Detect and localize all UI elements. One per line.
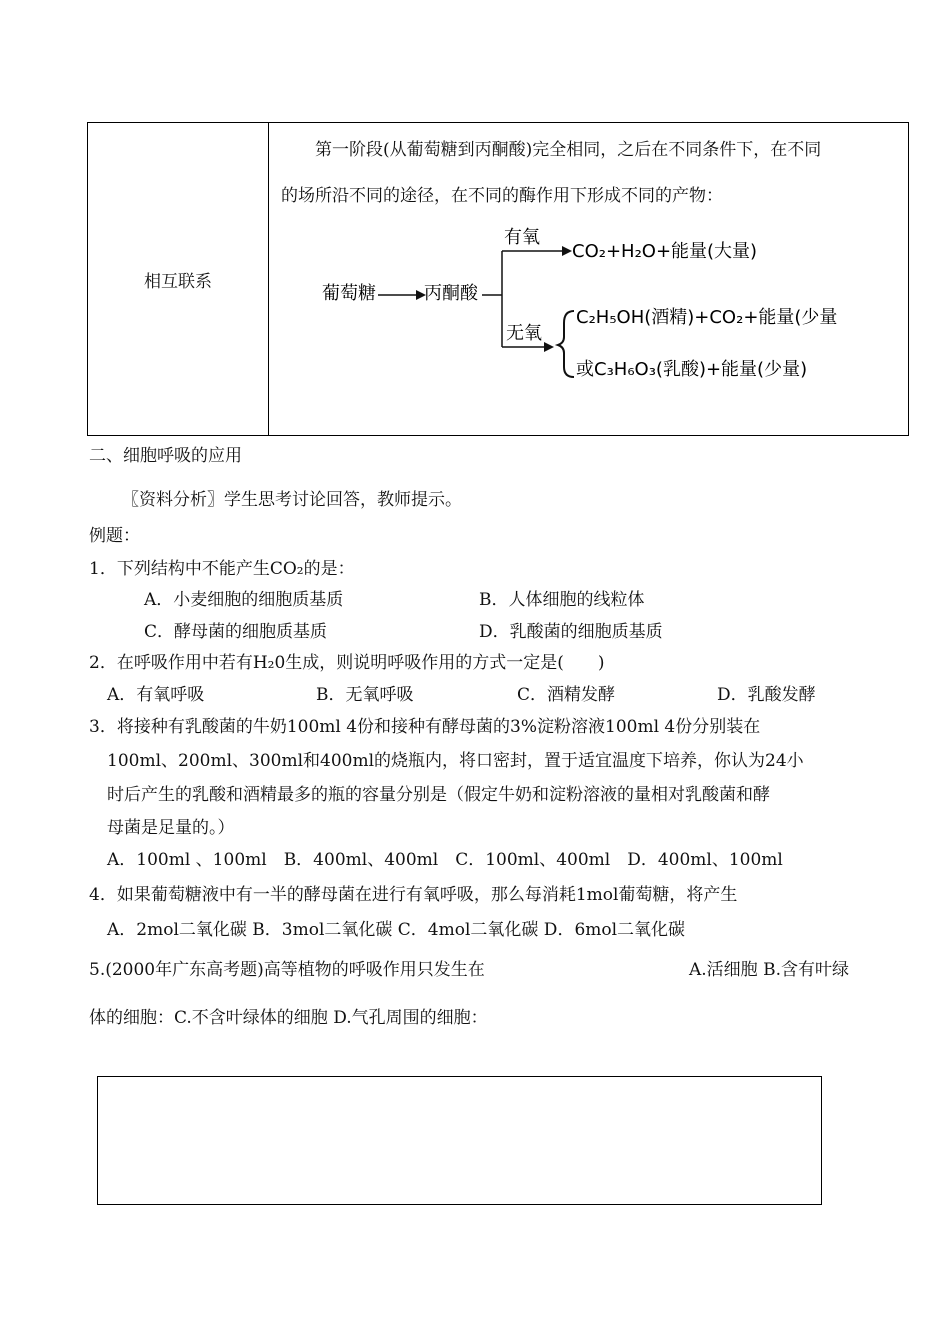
- q5-line-2: 体的细胞：C.不含叶绿体的细胞 D.气孔周围的细胞：: [89, 1008, 488, 1028]
- q1-option-d: D．乳酸菌的细胞质基质: [479, 622, 663, 642]
- q4-stem: 4．如果葡萄糖液中有一半的酵母菌在进行有氧呼吸，那么每消耗1mol葡萄糖，将产生: [89, 885, 738, 905]
- diagram-svg: [318, 221, 858, 391]
- diagram-glucose: 葡萄糖: [322, 283, 376, 304]
- diagram-anaerobic-label: 无氧: [506, 323, 542, 344]
- table-divider: [268, 123, 269, 435]
- comparison-table: [87, 122, 909, 436]
- table-paragraph: [281, 127, 901, 219]
- q2-option-c: C．酒精发酵: [517, 685, 616, 705]
- q1-stem: 1．下列结构中不能产生CO₂的是：: [89, 559, 355, 579]
- table-row-label: 相互联系: [144, 271, 212, 292]
- q2-option-b: B．无氧呼吸: [316, 685, 414, 705]
- q3-options: A．100ml 、100ml B．400ml、400ml C．100ml、400ml D．400ml、100ml: [107, 850, 783, 870]
- q1-option-b: B．人体细胞的线粒体: [479, 590, 645, 610]
- q1-option-c: C．酵母菌的细胞质基质: [144, 622, 328, 642]
- para-line-2: 的场所沿不同的途径，在不同的酶作用下形成不同的产物：: [281, 186, 723, 206]
- diagram-aerobic-label: 有氧: [504, 227, 540, 248]
- section-2-title: 二、细胞呼吸的应用: [89, 446, 242, 466]
- q5-options-right: A.活细胞 B.含有叶绿: [689, 960, 849, 980]
- examples-label: 例题：: [89, 526, 140, 546]
- q3-line-2: 100ml、200ml、300ml和400ml的烧瓶内，将口密封，置于适宜温度下培养，你认为24小: [107, 751, 804, 771]
- respiration-diagram: [318, 221, 858, 396]
- q2-option-d: D．乳酸发酵: [717, 685, 816, 705]
- q3-line-3: 时后产生的乳酸和酒精最多的瓶的容量分别是（假定牛奶和淀粉溶液的量相对乳酸菌和酵: [107, 785, 770, 805]
- q3-line-1: 3．将接种有乳酸菌的牛奶100ml 4份和接种有酵母菌的3%淀粉溶液100ml 4份分别装在: [89, 717, 761, 737]
- q1-option-a: A．小麦细胞的细胞质基质: [144, 590, 344, 610]
- q2-stem: 2．在呼吸作用中若有H₂0生成，则说明呼吸作用的方式一定是( ): [89, 653, 605, 673]
- diagram-pyruvate: 丙酮酸: [424, 283, 478, 304]
- q3-line-4: 母菌是足量的。）: [107, 818, 235, 838]
- arrow-head-aerobic: [562, 246, 572, 256]
- diagram-anaerobic-product-2: 或C₃H₆O₃(乳酸)+能量(少量): [576, 359, 808, 380]
- q5-stem: 5.(2000年广东高考题)高等植物的呼吸作用只发生在: [89, 960, 485, 980]
- diagram-anaerobic-product-1: C₂H₅OH(酒精)+CO₂+能量(少量: [576, 307, 838, 328]
- answer-box: [97, 1076, 822, 1205]
- q4-options: A．2mol二氧化碳 B．3mol二氧化碳 C．4mol二氧化碳 D．6mol二氧化碳: [107, 920, 686, 940]
- diagram-aerobic-product: CO₂+H₂O+能量(大量): [572, 241, 758, 262]
- para-line-1: 第一阶段(从葡萄糖到丙酮酸)完全相同，之后在不同条件下，在不同: [315, 140, 822, 160]
- data-analysis-note: 〖资料分析〗学生思考讨论回答，教师提示。: [122, 490, 462, 510]
- brace-icon: [558, 311, 574, 377]
- arrow-head-anaerobic: [544, 342, 554, 352]
- q2-option-a: A．有氧呼吸: [107, 685, 205, 705]
